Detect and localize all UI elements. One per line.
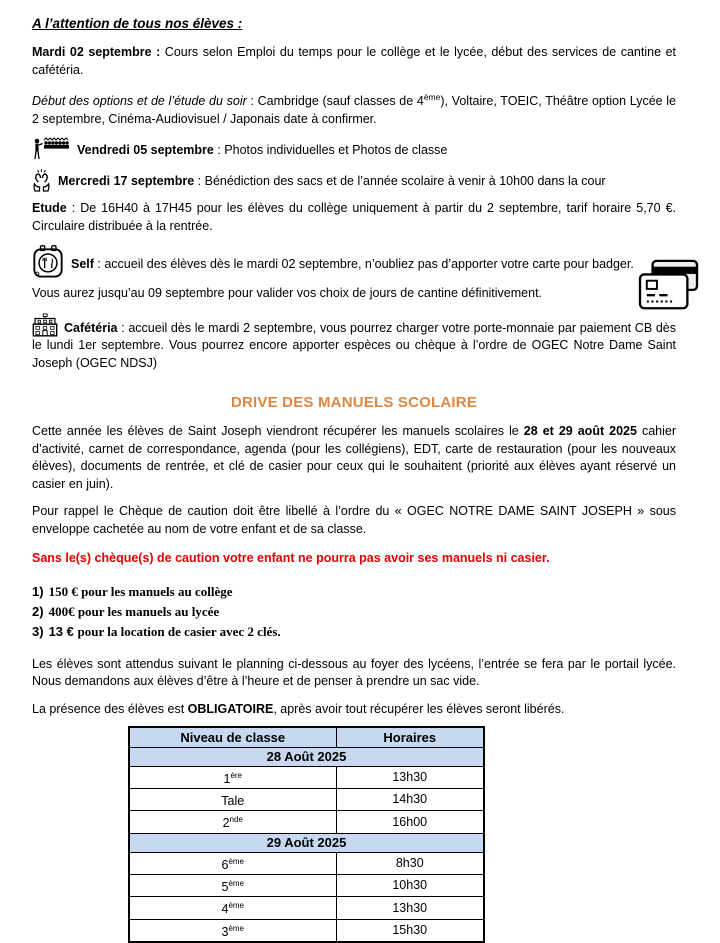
planning-table bbox=[128, 726, 485, 943]
paragraph-etude bbox=[32, 200, 676, 235]
blessing-hands-icon bbox=[32, 169, 51, 192]
drive-intro-1: Cette année les élèves de Saint Joseph viendront récupérer les manuels scolaires le bbox=[32, 424, 524, 439]
etude-label: Etude bbox=[32, 201, 67, 216]
date-28-aout: 28 Août 2025 bbox=[129, 747, 484, 767]
table-row bbox=[129, 919, 484, 942]
date-band-row bbox=[129, 833, 484, 853]
fee-item-casier: 3) 13 € pour la location de casier avec 2 clés. bbox=[32, 623, 281, 639]
time-cell: 13h30 bbox=[336, 767, 484, 789]
time-cell: 10h30 bbox=[336, 875, 484, 897]
presence-text-2: , après avoir tout récupérer les élèves seront libérés. bbox=[273, 701, 565, 716]
self-label: Self bbox=[71, 257, 94, 272]
paragraph-planning: Les élèves sont attendus suivant le planning ci-dessous au foyer des lycéens, l’entrée se fera par le portail lycée. Nous demandons aux élèves d’être à l’heure et de penser à prendre un sac vide. bbox=[32, 656, 676, 689]
time-cell: 16h00 bbox=[336, 811, 484, 833]
cafeteria-label: Cafétéria bbox=[64, 320, 118, 335]
class-photo-icon bbox=[32, 136, 70, 161]
mardi-text: Cours selon Emploi du temps pour le collège et le lycée, début des services de cantine et cafétéria. bbox=[32, 45, 676, 77]
fee-item-lycee bbox=[32, 602, 676, 622]
options-superscript: ème bbox=[423, 92, 441, 102]
mardi-date-label: Mardi 02 septembre : bbox=[32, 45, 161, 59]
drive-section-title: DRIVE DES MANUELS SCOLAIRE bbox=[230, 394, 478, 412]
options-text-2: ), Voltaire, TOEIC, Théâtre option Lycée le 2 septembre, Cinéma-Audiovisuel / Japonais date à confirmer. bbox=[32, 94, 677, 126]
presence-text-1: La présence des élèves est bbox=[32, 701, 188, 716]
paragraph-caution-cheque: Pour rappel le Chèque de caution doit être libellé à l’ordre du « OGEC NOTRE DAME SAINT JOSEPH » sous enveloppe cachetée au nom de votre enfant et de sa classe. bbox=[32, 504, 676, 536]
options-text-1: : Cambridge (sauf classes de 4 bbox=[246, 94, 424, 109]
fee-number: 1) bbox=[32, 583, 44, 599]
level-cell: Tale bbox=[129, 789, 336, 811]
credit-cards-icon bbox=[638, 258, 700, 320]
options-lead: Début des options et de l’étude du soir bbox=[32, 94, 247, 109]
fee-text: 150 € pour les manuels au collège bbox=[48, 583, 233, 599]
paragraph-cantine-deadline: Vous aurez jusqu’au 09 septembre pour valider vos choix de jours de cantine définitivement. bbox=[32, 286, 543, 301]
table-row bbox=[129, 875, 484, 897]
school-building-icon bbox=[32, 313, 58, 337]
drive-dates: 28 et 29 août 2025 bbox=[523, 424, 637, 439]
level-cell: 2nde bbox=[129, 811, 336, 833]
level-cell: 4ème bbox=[129, 897, 336, 919]
date-band-row bbox=[129, 747, 484, 767]
time-cell: 13h30 bbox=[336, 897, 484, 919]
level-cell: 1ère bbox=[129, 767, 336, 789]
time-cell: 15h30 bbox=[336, 919, 484, 942]
paragraph-options bbox=[32, 89, 676, 128]
time-cell: 8h30 bbox=[336, 853, 484, 875]
fee-text: 400€ pour les manuels au lycée bbox=[48, 603, 220, 619]
paragraph-self bbox=[32, 245, 676, 279]
fees-list bbox=[32, 582, 676, 642]
paragraph-drive-intro bbox=[32, 423, 676, 493]
level-cell: 6ème bbox=[129, 853, 336, 875]
table-row bbox=[129, 897, 484, 919]
cafeteria-text: : accueil dès le mardi 2 septembre, vous pourrez charger votre porte-monnaie par paiement CB dès le lundi 1er septembre. Vous pourrez encore apporter espèces ou chèque à l’ordre de OGEC Notre Dame Saint Joseph (OGEC NDSJ) bbox=[32, 320, 676, 370]
paragraph-photos bbox=[32, 136, 676, 161]
level-cell: 3ème bbox=[129, 919, 336, 942]
table-row bbox=[129, 789, 484, 811]
page-title: A l’attention de tous nos élèves : bbox=[32, 16, 243, 31]
col-header-niveau: Niveau de classe bbox=[129, 727, 336, 747]
photos-text: : Photos individuelles et Photos de classe bbox=[213, 143, 448, 158]
drive-intro-2: cahier d’activité, carnet de correspondance, agenda (pour les collégiens), EDT, carte de restauration (pour les nouveaux élèves), documents de rentrée, et clé de casier pour ceux qui le souhaitent (priorité aux élèves ayant réservé un casier en juin). bbox=[32, 424, 676, 491]
table-header-row bbox=[129, 727, 484, 747]
photos-date-label: Vendredi 05 septembre bbox=[77, 143, 214, 158]
fee-number: 2) bbox=[32, 603, 44, 619]
table-row bbox=[129, 853, 484, 875]
fee-text: pour la location de casier avec 2 clés. bbox=[77, 623, 281, 639]
presence-obligatoire: OBLIGATOIRE bbox=[187, 701, 274, 716]
col-header-horaires: Horaires bbox=[336, 727, 484, 747]
paragraph-presence bbox=[32, 701, 676, 719]
benediction-text: : Bénédiction des sacs et de l’année scolaire à venir à 10h00 dans la cour bbox=[194, 174, 606, 189]
meal-plate-icon bbox=[32, 245, 64, 279]
table-row bbox=[129, 767, 484, 789]
paragraph-benediction bbox=[32, 169, 676, 192]
caution-warning-text: Sans le(s) chèque(s) de caution votre enfant ne pourra pas avoir ses manuels ni casier. bbox=[32, 551, 550, 566]
table-row bbox=[129, 811, 484, 833]
date-29-aout: 29 Août 2025 bbox=[129, 833, 484, 853]
benediction-date-label: Mercredi 17 septembre bbox=[58, 174, 195, 189]
fee-item-college bbox=[32, 582, 676, 602]
etude-text: : De 16H40 à 17H45 pour les élèves du collège uniquement à partir du 2 septembre, tarif horaire 5,70 €. Circulaire distribuée à la rentrée. bbox=[32, 201, 676, 233]
fee-number: 3) bbox=[32, 623, 44, 639]
paragraph-cafeteria bbox=[32, 313, 676, 373]
self-text: : accueil des élèves dès le mardi 02 septembre, n’oubliez pas d’apporter votre carte pour badger. bbox=[93, 257, 634, 272]
level-cell: 5ème bbox=[129, 875, 336, 897]
paragraph-mardi bbox=[32, 44, 676, 79]
time-cell: 14h30 bbox=[336, 789, 484, 811]
